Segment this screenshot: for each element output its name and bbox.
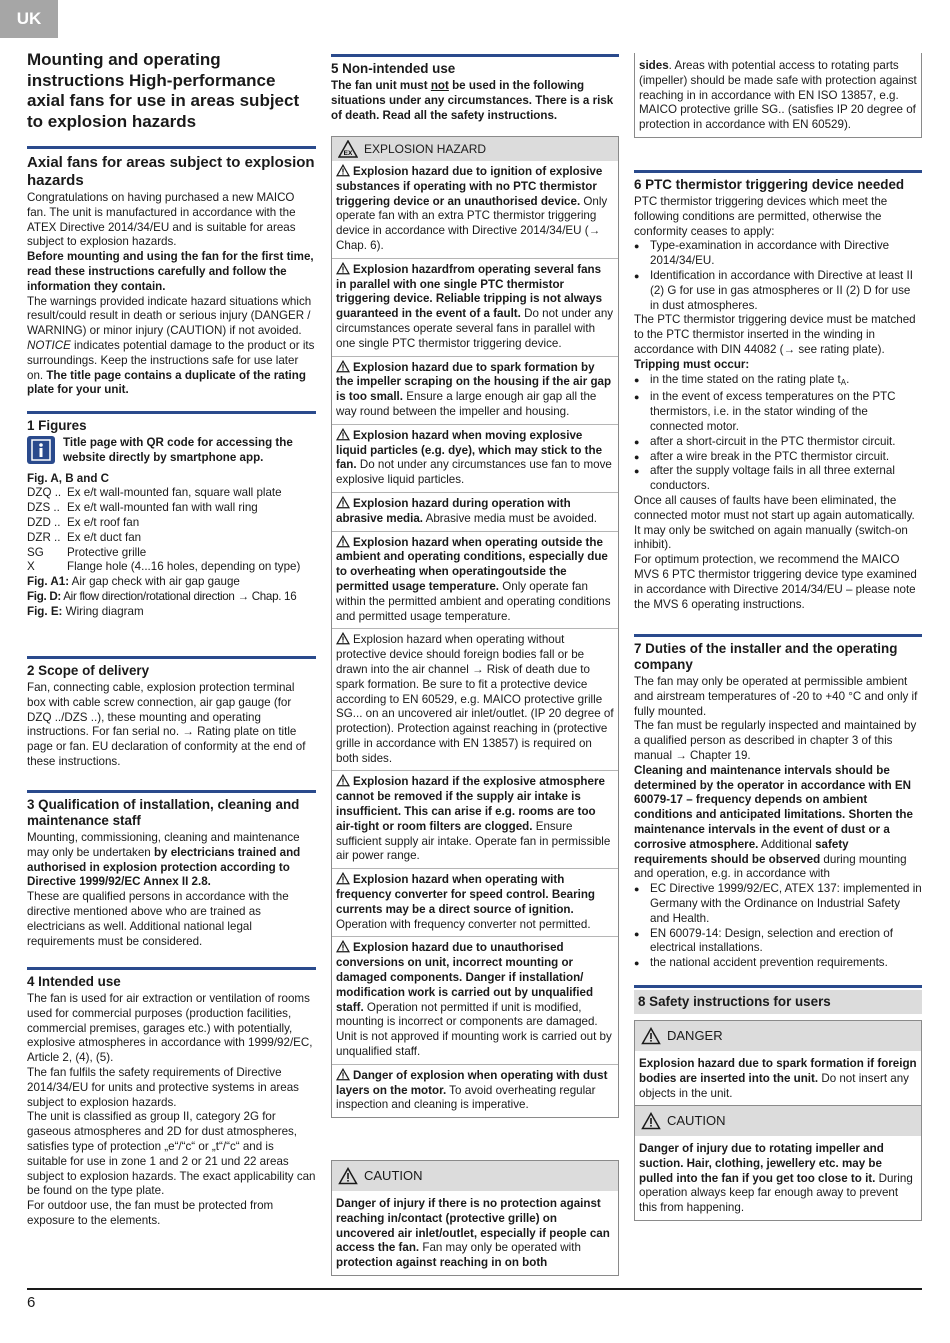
list-item: ● in the event of excess temperatures on the PTC thermistors, i.e. in the stator winding of the connected motor. bbox=[634, 390, 922, 434]
section-7-p3: Cleaning and maintenance intervals should be determined by the operator in accordance with EN 60079-17 – frequency depends on ambient conditions and anticipated limitations. Shorten the maintenance intervals in the event of dust or a corrosive atmosphere. Additional safety requirements should be observed during mounting and operation, e.g. in accordance with bbox=[634, 763, 913, 881]
section-7-list bbox=[634, 882, 922, 971]
hazard-title: Explosion hazard when moving explosive liquid particles (e.g. dye), which may stick to the fan. bbox=[336, 428, 603, 472]
section-2-title: 2 Scope of delivery bbox=[27, 663, 150, 678]
section-rule bbox=[634, 634, 922, 637]
section-3-title: 3 Qualification of installation, cleaning and maintenance staff bbox=[27, 797, 300, 828]
caution-label: CAUTION bbox=[667, 1112, 726, 1128]
tripping-list bbox=[634, 373, 922, 494]
hazard-text: Ensure a large enough air gap all the way round between the impeller and housing. bbox=[336, 390, 597, 418]
hazard-item bbox=[332, 356, 618, 424]
hazard-text: Operation with frequency converter not permitted. bbox=[336, 917, 591, 931]
hazard-text: Operation not permitted if unit is modified, mounting is incorrect or components are damaged. Unit is not approved if mounting work is carried out by unqualified staff. bbox=[336, 1000, 612, 1059]
list-item: ● the national accident prevention requirements. bbox=[634, 956, 922, 971]
caution-header bbox=[635, 1106, 921, 1136]
section-7-p2: The fan must be regularly inspected and maintained by a qualified person as described in chapter 3 of this manual → Chapter 19. bbox=[634, 719, 917, 762]
hazard-item bbox=[332, 936, 618, 1063]
tripping-label: Tripping must occur: bbox=[634, 357, 750, 371]
hazard-text: Abrasive media must be avoided. bbox=[423, 511, 598, 525]
info-text: Title page with QR code for accessing the website directly by smartphone app. bbox=[63, 436, 293, 464]
figure-code: DZQ .. bbox=[27, 486, 62, 500]
fig-e: Fig. E: Wiring diagram bbox=[27, 604, 144, 618]
section-rule bbox=[27, 790, 316, 793]
caution-box-col2 bbox=[331, 1160, 619, 1276]
figure-list bbox=[27, 486, 316, 575]
hazard-item bbox=[332, 628, 618, 770]
hazard-text: Only operate fan within the permitted ambient and operating conditions and permitted usage temperature. bbox=[336, 579, 611, 623]
section-8-header bbox=[634, 990, 922, 1014]
sub-title: Axial fans for areas subject to explosion hazards bbox=[27, 154, 315, 189]
figure-list-item bbox=[27, 501, 316, 516]
continued-text: sides. Areas with potential access to rotating parts (impeller) should be made safe with protection against reaching in in accordance with EN ISO 13857, e.g. MAICO protective grille SG.. (satisfies IP 20 degree of protection in accordance with EN 60529). bbox=[639, 59, 917, 132]
section-1-title: 1 Figures bbox=[27, 418, 87, 433]
hazard-title: Explosion hazard due to ignition of explosive substances if operating with no PTC thermistor triggering device or an unauthorised device. bbox=[336, 165, 603, 208]
fig-a1: Fig. A1: Air gap check with air gap gauge bbox=[27, 575, 240, 589]
figure-description: Protective grille bbox=[67, 545, 147, 559]
figure-list-item bbox=[27, 546, 316, 561]
continued-box bbox=[634, 53, 922, 138]
section-6-p4: For optimum protection, we recommend the MAICO MVS 6 PTC thermistor triggering device type examined in accordance with Directive 2014/34/EU – please note the MVS 6 operating instructions. bbox=[634, 553, 917, 611]
caution-header bbox=[332, 1161, 618, 1191]
warning-triangle-icon bbox=[336, 165, 353, 178]
section-3-text-2: These are qualified persons in accordance with the directive mentioned above who are trained as electricians as well. Additional national legal requirements must be considered. bbox=[27, 890, 289, 948]
section-8-title: 8 Safety instructions for users bbox=[638, 994, 831, 1009]
caution-text: Danger of injury due to rotating impeller and suction. Hair, clothing, jewellery etc. may be pulled into the fan if you get too close to it. During operation always keep far enough away to prevent this from happening. bbox=[639, 1142, 913, 1215]
warning-triangle-icon bbox=[641, 1027, 661, 1045]
hazard-title: Explosion hazard when operating with frequency converter for speed control. Bearing currents may be a direct source of ignition. bbox=[336, 873, 595, 916]
fig-d: Fig. D: Air flow direction/rotational direction → Chap. 16 bbox=[27, 589, 297, 603]
warning-triangle-icon bbox=[336, 361, 353, 374]
figure-code: DZR .. bbox=[27, 530, 61, 544]
figure-code: X bbox=[27, 560, 35, 574]
list-item: ● Identification in accordance with Directive at least II (2) G for use in gas atmospheres or II (2) D for use in dust atmospheres. bbox=[634, 269, 922, 313]
hazard-text: To avoid overheating regular inspection and cleaning is imperative. bbox=[336, 1083, 596, 1112]
info-icon bbox=[27, 436, 55, 464]
section-7-title: 7 Duties of the installer and the operating company bbox=[634, 641, 898, 672]
explosion-hazard-header bbox=[332, 137, 618, 161]
intro-paragraph: Congratulations on having purchased a new MAICO fan. The unit is manufactured in accordance with the ATEX Directive 2014/34/EU and is suitable for areas subject to explosion hazards. bbox=[27, 191, 296, 249]
section-rule bbox=[634, 170, 922, 173]
figure-code: SG bbox=[27, 545, 44, 559]
hazard-item bbox=[332, 258, 618, 356]
warning-triangle-icon bbox=[336, 497, 353, 510]
hazard-text: Do not under any circumstances operate several fans in parallel with one single PTC thermistor triggering device. bbox=[336, 307, 614, 350]
intro-read-first: Before mounting and using the fan for the first time, read these instructions carefully and follow the information they contain. bbox=[27, 250, 314, 293]
section-rule bbox=[27, 656, 316, 659]
danger-label: DANGER bbox=[667, 1027, 723, 1043]
hazard-item bbox=[332, 770, 618, 868]
warning-triangle-icon bbox=[336, 536, 353, 549]
figure-list-item bbox=[27, 486, 316, 501]
figure-description: Ex e/t duct fan bbox=[67, 530, 142, 544]
hazard-item bbox=[332, 424, 618, 492]
ex-symbol-icon bbox=[338, 140, 358, 158]
warning-triangle-icon bbox=[336, 1069, 353, 1082]
hazard-item bbox=[332, 492, 618, 531]
section-4-title: 4 Intended use bbox=[27, 974, 121, 989]
caution-text: Danger of injury if there is no protection against reaching in/contact (protective grille) on uncovered air inlet/outlet, especially if people can access the fan. Fan may only be operated with protection against reaching in on both bbox=[336, 1197, 610, 1270]
warning-triangle-icon bbox=[336, 633, 353, 646]
section-rule bbox=[27, 411, 316, 414]
figure-description: Ex e/t wall-mounted fan with wall ring bbox=[67, 501, 258, 515]
hazard-text: Do not under any circumstances use fan to move explosive liquid particles. bbox=[336, 458, 612, 487]
main-title: Mounting and operating instructions High-performance axial fans for use in areas subject to explosion hazards bbox=[27, 50, 300, 131]
intro-warnings: The warnings provided indicate hazard situations which result/could result in death or serious injury (DANGER / WARNING) or minor injury (CAUTION) if not avoided. NOTICE indicates potential damage to the product or its surroundings. Keep the instructions safe for use later on. The title page contains a duplicate of the rating plate for your unit. bbox=[27, 294, 315, 397]
hazard-title: Explosion hazard due to spark formation by the impeller scraping on the housing if the air gap is too small. bbox=[336, 360, 612, 404]
section-rule bbox=[634, 985, 922, 988]
list-item: ● after the supply voltage fails in all three external conductors. bbox=[634, 464, 922, 494]
section-6-p1: PTC thermistor triggering devices which meet the following conditions are permitted, otherwise the conformity ceases to apply: bbox=[634, 195, 888, 238]
section-6-p3: Once all causes of faults have been eliminated, the connected motor must not start up again automatically. It may only be switched on again manually (switch-on inhibit). bbox=[634, 493, 915, 552]
hazard-title: Explosion hazard during operation with abrasive media. bbox=[336, 496, 571, 525]
hazard-list bbox=[332, 161, 618, 1117]
section-5-title: 5 Non-intended use bbox=[331, 61, 456, 76]
hazard-item bbox=[332, 1064, 618, 1117]
explosion-hazard-box bbox=[331, 136, 619, 1118]
hazard-item bbox=[332, 868, 618, 936]
footer-rule bbox=[27, 1288, 922, 1290]
hazard-title: Danger of explosion when operating with dust layers on the motor. bbox=[336, 1068, 608, 1097]
list-item: ● in the time stated on the rating plate $t_A$. bbox=[634, 373, 922, 391]
section-5-intro: The fan unit must not be used in the following situations under any circumstances. There is a risk of death. Read all the safety instructions. bbox=[331, 79, 614, 122]
hazard-item bbox=[332, 531, 618, 629]
fig-abc-label: Fig. A, B and C bbox=[27, 471, 110, 485]
warning-triangle-icon bbox=[336, 775, 353, 788]
figure-code: DZD .. bbox=[27, 515, 61, 529]
section-rule bbox=[27, 967, 316, 970]
warning-triangle-icon bbox=[336, 941, 353, 954]
hazard-text: Explosion hazard when operating without protective device should foreign bodies fall or be drawn into the air channel → Risk of death due to spark formation. Be sure to fit a protective device according to EN 60529, e.g. MAICO protective grille SG... on an uncovered air inlet/outlet. (IP 20 degree of protection). Protection against reaching in (protective grille in accordance with EN 13857) is required on both sides. bbox=[336, 633, 614, 765]
warning-triangle-icon bbox=[336, 873, 353, 886]
language-tab bbox=[0, 0, 58, 38]
section-4-p2: The fan fulfils the safety requirements of Directive 2014/34/EU for units and protective systems in areas subject to explosion hazards. bbox=[27, 1065, 299, 1109]
list-item: ● Type-examination in accordance with Directive 2014/34/EU. bbox=[634, 239, 922, 269]
hazard-text: Only operate fan with an extra PTC thermistor triggering device in accordance with Directive 2014/34/EU (→ Chap. 6). bbox=[336, 194, 608, 252]
list-item: ● EN 60079-14: Design, selection and erection of electrical installations. bbox=[634, 927, 922, 957]
danger-text: Explosion hazard due to spark formation if foreign bodies are inserted into the unit. Do not insert any objects in the unit. bbox=[639, 1057, 917, 1100]
caution-label: CAUTION bbox=[364, 1167, 423, 1183]
section-4-p3: The unit is classified as group II, category 2G for gaseous atmospheres and 2D for dust atmospheres, satisfies type of protection „e“/“c“ or „t“/“c“ and is suitable for use in zone 1 and 2 or 21 und 22 areas subject to explosion hazards. The exact applicability can be found on the type plate. bbox=[27, 1110, 316, 1198]
warning-triangle-icon bbox=[336, 429, 353, 442]
section-6-conditions bbox=[634, 239, 922, 313]
hazard-text: Ensure sufficient supply air intake. Operate fan in permissible air power range. bbox=[336, 819, 611, 863]
list-item: ● after a wire break in the PTC thermistor circuit. bbox=[634, 450, 922, 465]
info-box bbox=[27, 436, 316, 466]
figure-description: Flange hole (4...16 holes, depending on type) bbox=[67, 560, 301, 574]
hazard-title: Explosion hazard due to unauthorised conversions on unit, incorrect mounting or damaged components. Danger if installation/ modification work is carried out by unqualified staff. bbox=[336, 941, 594, 1014]
svg-text:EX: EX bbox=[343, 150, 353, 157]
hazard-title: Explosion hazard when operating outside the ambient and operating conditions, especially due to overheating when operatingoutside the permitted usage temperature. bbox=[336, 535, 608, 593]
section-6-title: 6 PTC thermistor triggering device needed bbox=[634, 177, 905, 192]
section-6-p2: The PTC thermistor triggering device must be matched to the PTC thermistor inserted in the winding in accordance with DIN 44082 (→ see rating plate). bbox=[634, 313, 916, 356]
warning-triangle-icon bbox=[641, 1112, 661, 1130]
danger-box bbox=[634, 1020, 922, 1106]
warning-triangle-icon bbox=[336, 263, 353, 276]
warning-triangle-icon bbox=[338, 1167, 358, 1185]
section-2-text: Fan, connecting cable, explosion protection terminal box with cable screw connection, air gap gauge (for DZQ ../DZS ..), these mounting and operating instructions. For fan serial no. → Rating plate on title page or fan. EU declaration of conformity at the end of these instructions. bbox=[27, 681, 306, 768]
section-4-p4: For outdoor use, the fan must be protected from exposure to the elements. bbox=[27, 1199, 274, 1227]
figure-list-item bbox=[27, 531, 316, 546]
page-number: 6 bbox=[27, 1294, 36, 1311]
list-item: ● after a short-circuit in the PTC thermistor circuit. bbox=[634, 435, 922, 450]
section-rule bbox=[27, 146, 316, 149]
section-rule bbox=[331, 54, 619, 57]
list-item: ● EC Directive 1999/92/EC, ATEX 137: implemented in Germany with the Ordinance on Industrial Safety and Health. bbox=[634, 882, 922, 926]
hazard-item bbox=[332, 161, 618, 258]
explosion-hazard-label: EXPLOSION HAZARD bbox=[364, 141, 487, 156]
danger-header bbox=[635, 1021, 921, 1051]
section-4-p1: The fan is used for air extraction or ventilation of rooms used for commercial purposes (production facilities, commercial premises, garages etc.) with potentially, explosive atmospheres in accordance with 1999/92/EC, Article 2, (4), (5). bbox=[27, 992, 313, 1065]
figure-description: Ex e/t roof fan bbox=[67, 515, 140, 529]
language-tab-label: UK bbox=[16, 8, 42, 28]
hazard-title: Explosion hazard if the explosive atmosphere cannot be removed if the supply air intake is insufficient. This can arise if e.g. rooms are too air-tight or room filters are clogged. bbox=[336, 775, 605, 833]
caution-box-col3 bbox=[634, 1105, 922, 1221]
figure-list-item bbox=[27, 560, 316, 575]
figure-description: Ex e/t wall-mounted fan, square wall plate bbox=[67, 486, 282, 500]
figure-code: DZS .. bbox=[27, 501, 60, 515]
hazard-title: Explosion hazardfrom operating several fans in parallel with one single PTC thermistor triggering device. Reliable tripping is not always guaranteed in the event of a fault. bbox=[336, 262, 603, 321]
section-3-text: Mounting, commissioning, cleaning and maintenance may only be undertaken by electricians trained and authorised in explosion protection according to Directive 1999/92/EC Annex II 2.8. bbox=[27, 831, 301, 889]
section-7-p1: The fan may only be operated at permissible ambient and airstream temperatures of -20 to +40 °C and only if fully mounted. bbox=[634, 675, 918, 718]
figure-list-item bbox=[27, 516, 316, 531]
